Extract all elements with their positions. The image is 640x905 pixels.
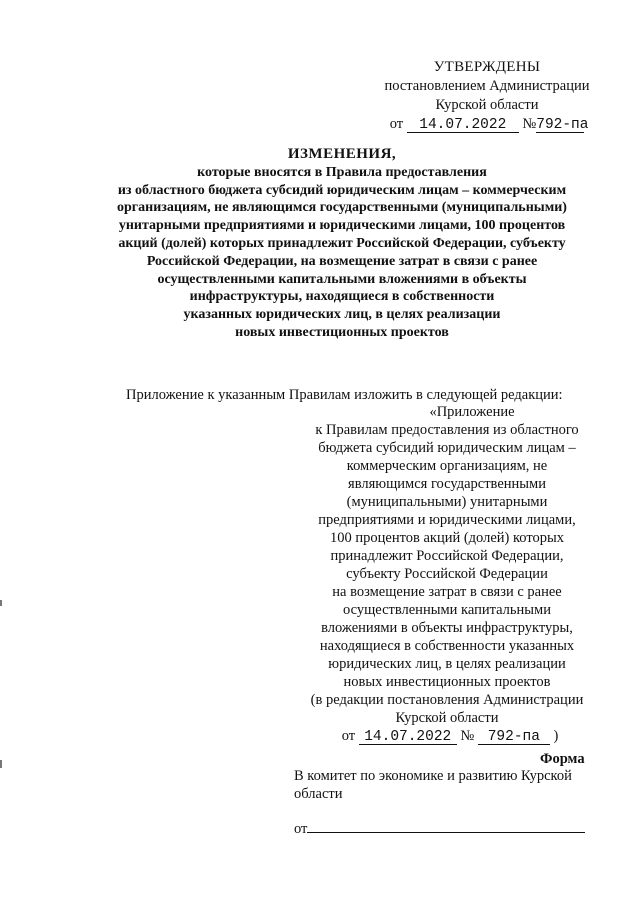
intro-paragraph: Приложение к указанным Правилам изложить в следующей редакции: xyxy=(126,387,563,403)
appendix-line: коммерческим организациям, не xyxy=(346,458,548,474)
heading-line: инфраструктуры, находящиеся в собственности xyxy=(189,289,495,305)
heading-line: организациям, не являющимся государственными (муниципальными) xyxy=(117,200,567,216)
heading-line: Российской Федерации, на возмещение затрат в связи с ранее xyxy=(146,253,538,269)
form-label: Форма xyxy=(540,751,585,767)
heading-title: ИЗМЕНЕНИЯ, xyxy=(287,146,397,162)
appendix-line: «Приложение xyxy=(429,404,515,420)
appendix-line: бюджета субсидий юридическим лицам – xyxy=(318,440,576,456)
heading-line: осуществленными капитальными вложениями в объекты xyxy=(157,271,527,287)
heading-line: из областного бюджета субсидий юридическим лицам – коммерческим xyxy=(117,182,567,198)
heading-line: новых инвестиционных проектов xyxy=(235,324,449,340)
appendix-line: (муниципальными) унитарными xyxy=(346,494,548,510)
appendix-line: новых инвестиционных проектов xyxy=(343,674,551,690)
approval-date: 14.07.2022 xyxy=(407,119,519,133)
appendix-number: 792-па xyxy=(478,731,550,745)
appendix-line: к Правилам предоставления из областного xyxy=(315,422,579,438)
appendix-line: находящиеся в собственности указанных xyxy=(319,638,575,654)
appendix-line: 100 процентов акций (долей) которых xyxy=(330,530,564,546)
scan-edge-mark xyxy=(0,760,2,768)
appendix-line: принадлежит Российской Федерации, xyxy=(330,548,564,564)
form-addressee: В комитет по экономике и развитию Курской области xyxy=(294,768,572,802)
appendix-line: предприятиями и юридическими лицами, xyxy=(318,512,576,528)
approval-date-prefix: от xyxy=(389,116,404,132)
appendix-line: являющимся государственными xyxy=(348,476,546,492)
appendix-block xyxy=(296,403,598,745)
appendix-line: Курской области xyxy=(395,710,499,726)
heading-line: указанных юридических лиц, в целях реализации xyxy=(183,307,501,323)
appendix-date: 14.07.2022 xyxy=(359,731,457,745)
approval-date-line xyxy=(360,115,614,134)
appendix-line: юридических лиц, в целях реализации xyxy=(328,656,566,672)
form-from-blank xyxy=(307,820,585,833)
approval-title: УТВЕРЖДЕНЫ xyxy=(433,59,541,75)
scan-edge-mark xyxy=(0,600,2,606)
appendix-close-paren: ) xyxy=(553,728,559,744)
approval-line-2: Курской области xyxy=(435,97,539,113)
approval-block xyxy=(360,58,614,134)
form-from-prefix: от xyxy=(294,821,308,837)
form-from-line xyxy=(294,820,590,838)
heading-line: унитарными предприятиями и юридическими лицами, 100 процентов xyxy=(118,218,566,234)
appendix-line: на возмещение затрат в связи с ранее xyxy=(332,584,562,600)
document-heading xyxy=(80,146,604,342)
heading-line: которые вносятся в Правила предоставления xyxy=(197,164,487,180)
approval-line-1: постановлением Администрации xyxy=(384,78,590,94)
appendix-line: (в редакции постановления Администрации xyxy=(310,692,584,708)
appendix-number-prefix: № xyxy=(460,728,475,744)
appendix-line: осуществленными капитальными xyxy=(343,602,551,618)
heading-line: акций (долей) которых принадлежит Российской Федерации, субъекту xyxy=(118,235,566,251)
approval-number-prefix: № xyxy=(522,116,537,132)
appendix-date-prefix: от xyxy=(341,728,356,744)
appendix-date-line xyxy=(296,727,598,745)
approval-number: 792-па xyxy=(536,117,589,133)
appendix-line: вложениями в объекты инфраструктуры, xyxy=(321,620,573,636)
appendix-line: субъекту Российской Федерации xyxy=(346,566,548,582)
